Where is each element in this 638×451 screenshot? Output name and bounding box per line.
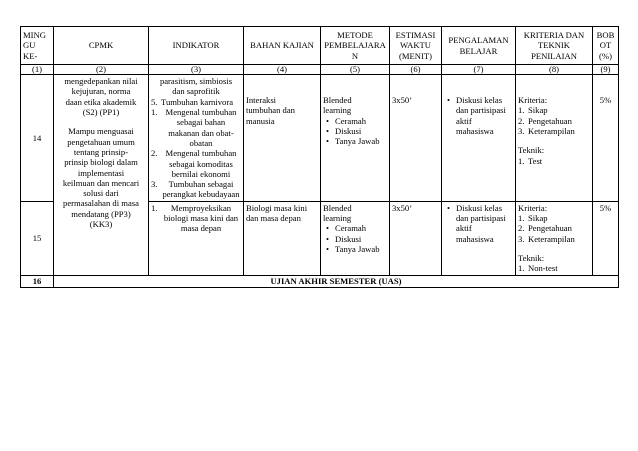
- list-item: [518, 213, 590, 223]
- item-number: 1.: [518, 155, 525, 166]
- bahan-kajian-cell: [244, 75, 321, 202]
- list-item: [323, 136, 387, 146]
- estimasi-cell: 3x50’: [390, 75, 442, 202]
- kriteria-title: Kriteria:: [518, 202, 548, 213]
- header-metode: METODE PEMBELAJARAN: [321, 27, 390, 65]
- list-item: [151, 148, 241, 179]
- header-bahan-kajian: BAHAN KAJIAN: [244, 27, 321, 65]
- bahan-line-justified: [246, 105, 318, 115]
- item-text: Tumbuhan karnivora: [161, 96, 234, 107]
- list-item: [518, 105, 590, 115]
- estimasi-cell: 3x50’: [390, 201, 442, 275]
- teknik-title: Teknik:: [518, 253, 545, 264]
- cpmk-line: (KK3): [89, 219, 113, 230]
- kriteria-list: [518, 213, 590, 244]
- kriteria-title: Kriteria:: [518, 95, 548, 106]
- list-item: [518, 263, 590, 273]
- pengalaman-line: aktif: [456, 115, 472, 126]
- column-number: (2): [54, 65, 149, 75]
- item-number: 5.: [151, 96, 158, 107]
- item-text: Sikap: [528, 213, 548, 224]
- bullet-icon: •: [447, 95, 451, 106]
- cpmk-line: implementasi: [77, 167, 125, 178]
- pengalaman-cell: [442, 75, 516, 202]
- cpmk-line: tentang prinsip-: [73, 146, 129, 157]
- list-item: [518, 156, 590, 166]
- item-text: Test: [528, 155, 543, 166]
- table-row-week-14: [21, 75, 619, 202]
- pengalaman-line: Diskusi kelas: [456, 95, 503, 106]
- week-number: 14: [21, 75, 54, 202]
- item-number: 2.: [518, 223, 525, 234]
- bahan-line: dan masa depan: [246, 213, 301, 224]
- pengalaman-list: [444, 95, 513, 136]
- item-number: 3.: [518, 125, 525, 136]
- list-item: [518, 223, 590, 233]
- item-text: Mengenal tumbuhan sebagai bahan makanan dan obat-obatan: [165, 106, 237, 148]
- cpmk-cell: [54, 75, 149, 276]
- item-number: 1.: [518, 105, 525, 116]
- metode-cell: [321, 201, 390, 275]
- bobot-cell: 5%: [593, 75, 619, 202]
- pengalaman-list: [444, 203, 513, 244]
- item-number: 1.: [518, 213, 525, 224]
- column-number-row: [21, 65, 619, 75]
- item-text: Pengetahuan: [528, 223, 572, 234]
- uas-label: UJIAN AKHIR SEMESTER (UAS): [54, 275, 619, 287]
- rps-table: [20, 26, 619, 288]
- metode-list: [323, 223, 387, 254]
- item-number: 1.: [151, 106, 158, 117]
- list-item: [151, 179, 241, 200]
- bullet-icon: •: [447, 202, 451, 213]
- item-text: Pengetahuan: [528, 115, 572, 126]
- bahan-line: manusia: [246, 115, 275, 126]
- item-text: Keterampilan: [528, 233, 575, 244]
- list-item: [518, 116, 590, 126]
- header-cpmk: CPMK: [54, 27, 149, 65]
- pengalaman-line: dan partisipasi: [456, 105, 506, 116]
- item-text: Tanya Jawab: [335, 136, 380, 147]
- cpmk-line: mendatang (PP3): [71, 208, 131, 219]
- cpmk-line: daan etika akademik: [65, 96, 137, 107]
- header-estimasi: ESTIMASI WAKTU (MENIT): [390, 27, 442, 65]
- kriteria-list: [518, 105, 590, 136]
- indikator-line: parasitism, simbiosis: [159, 76, 233, 87]
- header-pengalaman: PENGALAMAN BELAJAR: [442, 27, 516, 65]
- item-number: 3.: [518, 233, 525, 244]
- column-number: (6): [390, 65, 442, 75]
- list-item: [323, 223, 387, 233]
- bullet-icon: •: [326, 233, 330, 244]
- header-bobot: BOBOT (%): [593, 27, 619, 65]
- indikator-cell: [149, 201, 244, 275]
- list-item: [518, 234, 590, 244]
- item-number: 3.: [151, 179, 158, 190]
- cpmk-line: permasalahan di masa: [63, 198, 139, 209]
- bullet-icon: •: [326, 223, 330, 234]
- bahan-line: Biologi masa kini: [246, 202, 308, 213]
- pengalaman-line: dan partisipasi: [456, 213, 506, 224]
- kriteria-gap: [518, 244, 590, 253]
- kriteria-gap: [518, 136, 590, 145]
- indikator-list: [151, 203, 241, 234]
- item-text: Memproyeksikan biologi masa kini dan masa depan: [163, 202, 239, 234]
- item-text: Tanya Jawab: [335, 244, 380, 255]
- cpmk-gap: [56, 117, 146, 126]
- pengalaman-cell: [442, 201, 516, 275]
- teknik-list: [518, 156, 590, 166]
- metode-title: learning: [323, 213, 352, 224]
- cpmk-line: prinsip biologi dalam: [64, 157, 138, 168]
- bullet-icon: •: [326, 136, 330, 147]
- bobot-cell: 5%: [593, 201, 619, 275]
- cpmk-line: pengetahuan umum: [67, 136, 135, 147]
- kriteria-cell: [516, 75, 593, 202]
- item-number: 1.: [151, 202, 158, 213]
- metode-title: learning: [323, 105, 352, 116]
- header-kriteria: KRITERIA DAN TEKNIK PENILAIAN: [516, 27, 593, 65]
- header-minggu: MINGGU KE-: [21, 27, 54, 65]
- bahan-line: Interaksi: [246, 95, 277, 106]
- item-text: Ceramah: [335, 115, 367, 126]
- list-item: [444, 203, 513, 244]
- kriteria-cell: [516, 201, 593, 275]
- item-text: Ceramah: [335, 223, 367, 234]
- bahan-kajian-cell: [244, 201, 321, 275]
- item-text: Diskusi: [335, 125, 362, 136]
- week-number: 16: [21, 275, 54, 287]
- column-number: (7): [442, 65, 516, 75]
- column-number: (4): [244, 65, 321, 75]
- item-text: Tumbuhan sebagai perangkat kebudayaan: [162, 179, 240, 200]
- cpmk-line: keilmuan dan mencari: [62, 177, 140, 188]
- item-text: Sikap: [528, 105, 548, 116]
- list-item: [151, 107, 241, 148]
- teknik-list: [518, 263, 590, 273]
- week-number: 15: [21, 201, 54, 275]
- list-item: [151, 97, 241, 107]
- column-number: (3): [149, 65, 244, 75]
- cpmk-line: (S2) (PP1): [82, 106, 120, 117]
- header-indikator: INDIKATOR: [149, 27, 244, 65]
- cpmk-line: solusi dari: [83, 188, 119, 199]
- cpmk-line: mengedepankan nilai: [64, 76, 138, 87]
- teknik-title: Teknik:: [518, 145, 545, 156]
- list-item: [518, 126, 590, 136]
- pengalaman-line: mahasiswa: [456, 125, 494, 136]
- item-number: 1.: [518, 263, 525, 274]
- item-text: Keterampilan: [528, 125, 575, 136]
- bullet-icon: •: [326, 125, 330, 136]
- list-item: [151, 203, 241, 234]
- pengalaman-line: mahasiswa: [456, 233, 494, 244]
- list-item: [444, 95, 513, 136]
- column-number: (5): [321, 65, 390, 75]
- column-number: (1): [21, 65, 54, 75]
- indikator-cell: [149, 75, 244, 202]
- list-item: [323, 116, 387, 126]
- column-number: (9): [593, 65, 619, 75]
- metode-title: Blended: [323, 95, 352, 106]
- indikator-line: dan saprofitik: [172, 86, 220, 97]
- item-number: 2.: [151, 148, 158, 159]
- metode-title: Blended: [323, 202, 352, 213]
- pengalaman-line: aktif: [456, 223, 472, 234]
- metode-cell: [321, 75, 390, 202]
- metode-list: [323, 116, 387, 147]
- cpmk-line: Mampu menguasai: [68, 126, 134, 137]
- list-item: [323, 126, 387, 136]
- item-text: Mengenal tumbuhan sebagai komoditas bernilai ekonomi: [165, 148, 237, 179]
- item-number: 2.: [518, 115, 525, 126]
- list-item: [323, 244, 387, 254]
- column-number: (8): [516, 65, 593, 75]
- list-item: [323, 234, 387, 244]
- bahan-word: tumbuhan dan: [246, 105, 295, 116]
- cpmk-line: kejujuran, norma: [71, 86, 131, 97]
- item-text: Diskusi: [335, 233, 362, 244]
- header-row: [21, 27, 619, 65]
- table-row-week-16: [21, 275, 619, 287]
- indikator-list: [151, 97, 241, 200]
- bullet-icon: •: [326, 244, 330, 255]
- bullet-icon: •: [326, 115, 330, 126]
- item-text: Non-test: [528, 263, 558, 274]
- pengalaman-line: Diskusi kelas: [456, 202, 503, 213]
